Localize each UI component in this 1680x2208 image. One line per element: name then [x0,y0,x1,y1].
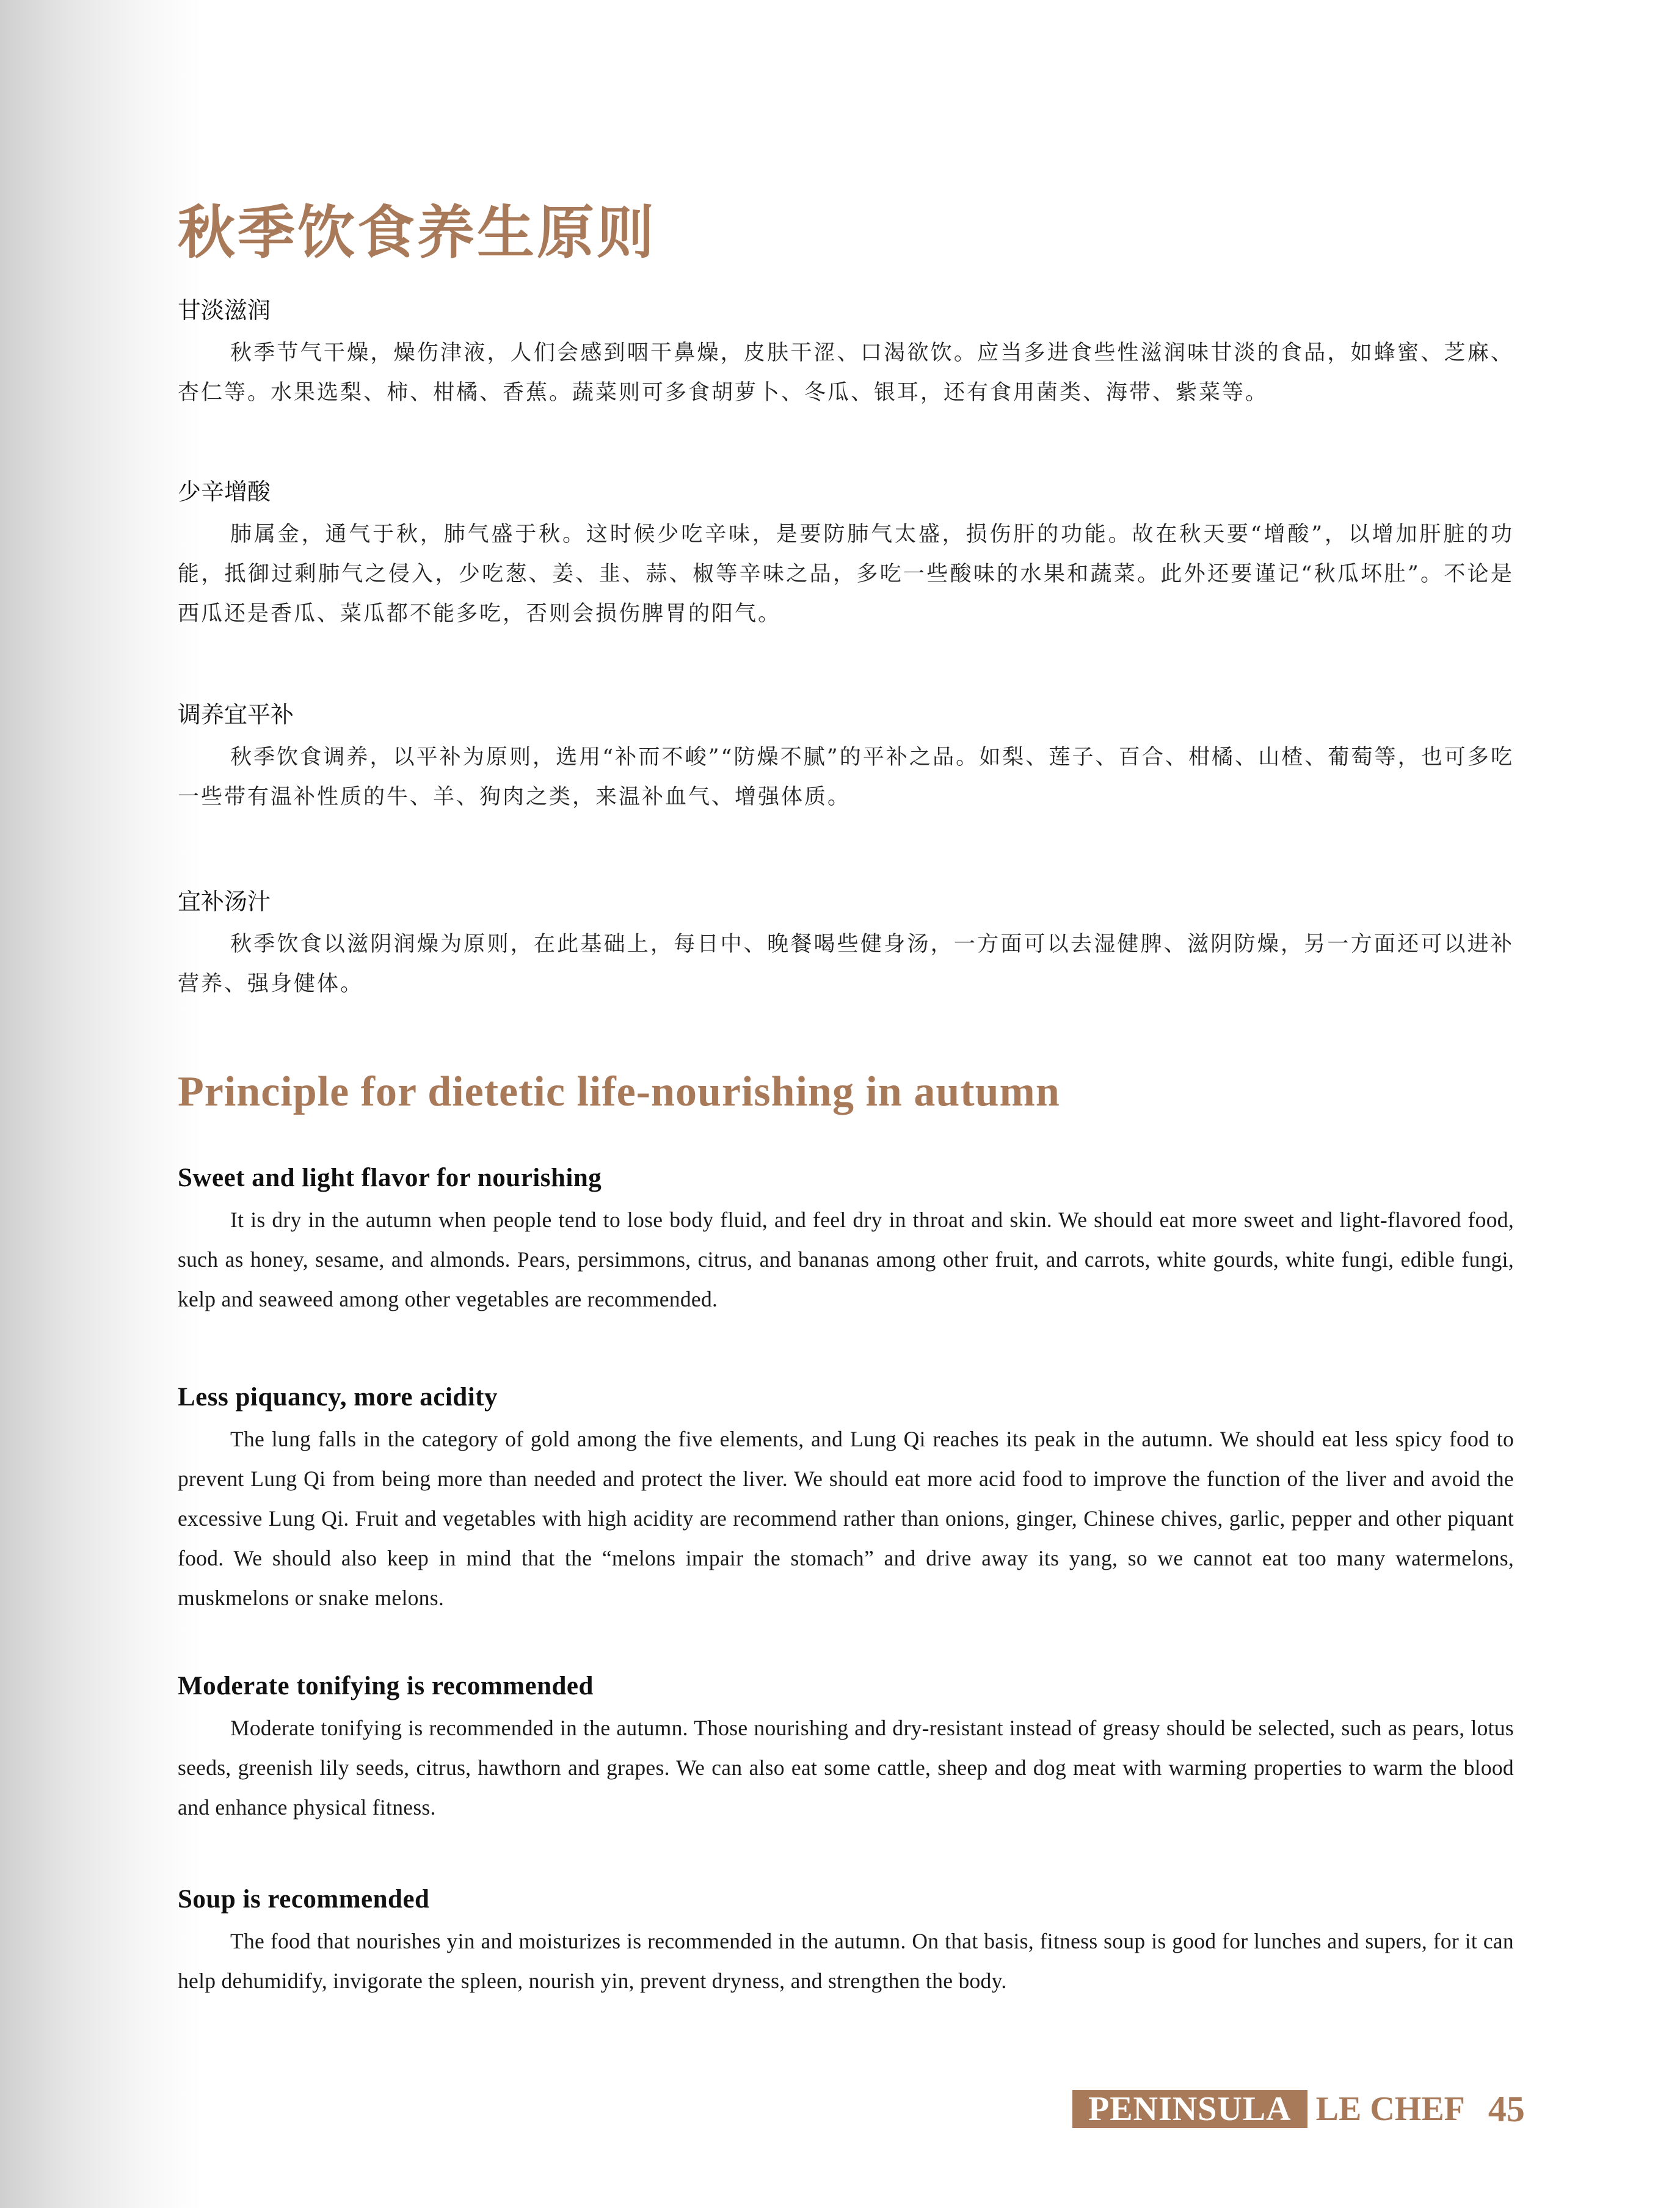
zh-section-heading: 调养宜平补 [178,701,294,728]
en-section-4 [178,1880,1514,2001]
en-section-heading: Moderate tonifying is recommended [178,1672,594,1700]
page-number: 45 [1488,2088,1525,2129]
en-section-heading: Sweet and light flavor for nourishing [178,1164,602,1192]
zh-section-body: 秋季饮食调养，以平补为原则，选用“补而不峻”“防燥不腻”的平补之品。如梨、莲子、百合、柑橘、山楂、葡萄等，也可多吃一些带有温补性质的牛、羊、狗肉之类，来温补血气、增强体质。 [178,745,1514,809]
en-section-body: It is dry in the autumn when people tend to lose body fluid, and feel dry in throat and skin. We should eat more sweet and light-flavored food, such as honey, sesame, and almonds. Pears, persimmons, citrus, and bananas among other fruit, and carrots, white gourds, white fungi, edible fungi, kelp and seaweed among other vegetables are recommended. [178,1208,1514,1311]
en-section-3 [178,1667,1514,1827]
zh-section-4 [178,883,1514,1004]
zh-section-heading: 宜补汤汁 [178,888,271,915]
en-section-1 [178,1159,1514,1319]
english-title: Principle for dietetic life-nourishing in autumn [178,1068,1060,1115]
zh-section-heading: 少辛增酸 [178,478,271,505]
en-section-heading: Less piquancy, more acidity [178,1383,498,1412]
zh-section-heading: 甘淡滋润 [178,297,271,324]
zh-section-body: 秋季节气干燥，燥伤津液，人们会感到咽干鼻燥，皮肤干涩、口渴欲饮。应当多进食些性滋润味甘淡的食品，如蜂蜜、芝麻、杏仁等。水果选梨、柿、柑橘、香蕉。蔬菜则可多食胡萝卜、冬瓜、银耳，还有食用菌类、海带、紫菜等。 [178,341,1514,405]
chinese-title: 秋季饮食养生原则 [178,199,657,266]
en-section-body: The lung falls in the category of gold among the five elements, and Lung Qi reaches its peak in the autumn. We should eat less spicy food to prevent Lung Qi from being more than needed and protect the liver. We should eat more acid food to improve the function of the liver and avoid the excessive Lung Qi. Fruit and vegetables with high acidity are recommend rather than onions, ginger, Chinese chives, garlic, pepper and other piquant food. We should also keep in mind that the “melons impair the stomach” and drive away its yang, so we cannot eat too many watermelons, muskmelons or snake melons. [178,1427,1514,1610]
zh-section-2 [178,473,1514,634]
en-section-body: Moderate tonifying is recommended in the autumn. Those nourishing and dry-resistant instead of greasy should be selected, such as pears, lotus seeds, greenish lily seeds, citrus, hawthorn and grapes. We can also eat some cattle, sheep and dog meat with warming properties to warm the blood and enhance physical fitness. [178,1716,1514,1820]
page-binding-shadow [0,0,202,2208]
magazine-brand: PENINSULA [1072,2090,1307,2128]
zh-section-body: 秋季饮食以滋阴润燥为原则，在此基础上，每日中、晚餐喝些健身汤，一方面可以去湿健脾、滋阴防燥，另一方面还可以进补营养、强身健体。 [178,932,1514,996]
zh-section-body: 肺属金，通气于秋，肺气盛于秋。这时候少吃辛味，是要防肺气太盛，损伤肝的功能。故在秋天要“增酸”，以增加肝脏的功能，抵御过剩肺气之侵入，少吃葱、姜、韭、蒜、椒等辛味之品，多吃一些酸味的水果和蔬菜。此外还要谨记“秋瓜坏肚”。不论是西瓜还是香瓜、菜瓜都不能多吃，否则会损伤脾胃的阳气。 [178,522,1514,626]
en-section-body: The food that nourishes yin and moisturizes is recommended in the autumn. On that basis, fitness soup is good for lunches and supers, for it can help dehumidify, invigorate the spleen, nourish yin, prevent dryness, and strengthen the body. [178,1929,1514,1993]
en-section-2 [178,1378,1514,1618]
page-footer [1072,2089,1525,2129]
en-section-heading: Soup is recommended [178,1885,430,1914]
magazine-subtitle: LE CHEF [1315,2090,1465,2128]
zh-section-3 [178,696,1514,817]
zh-section-1 [178,292,1514,413]
